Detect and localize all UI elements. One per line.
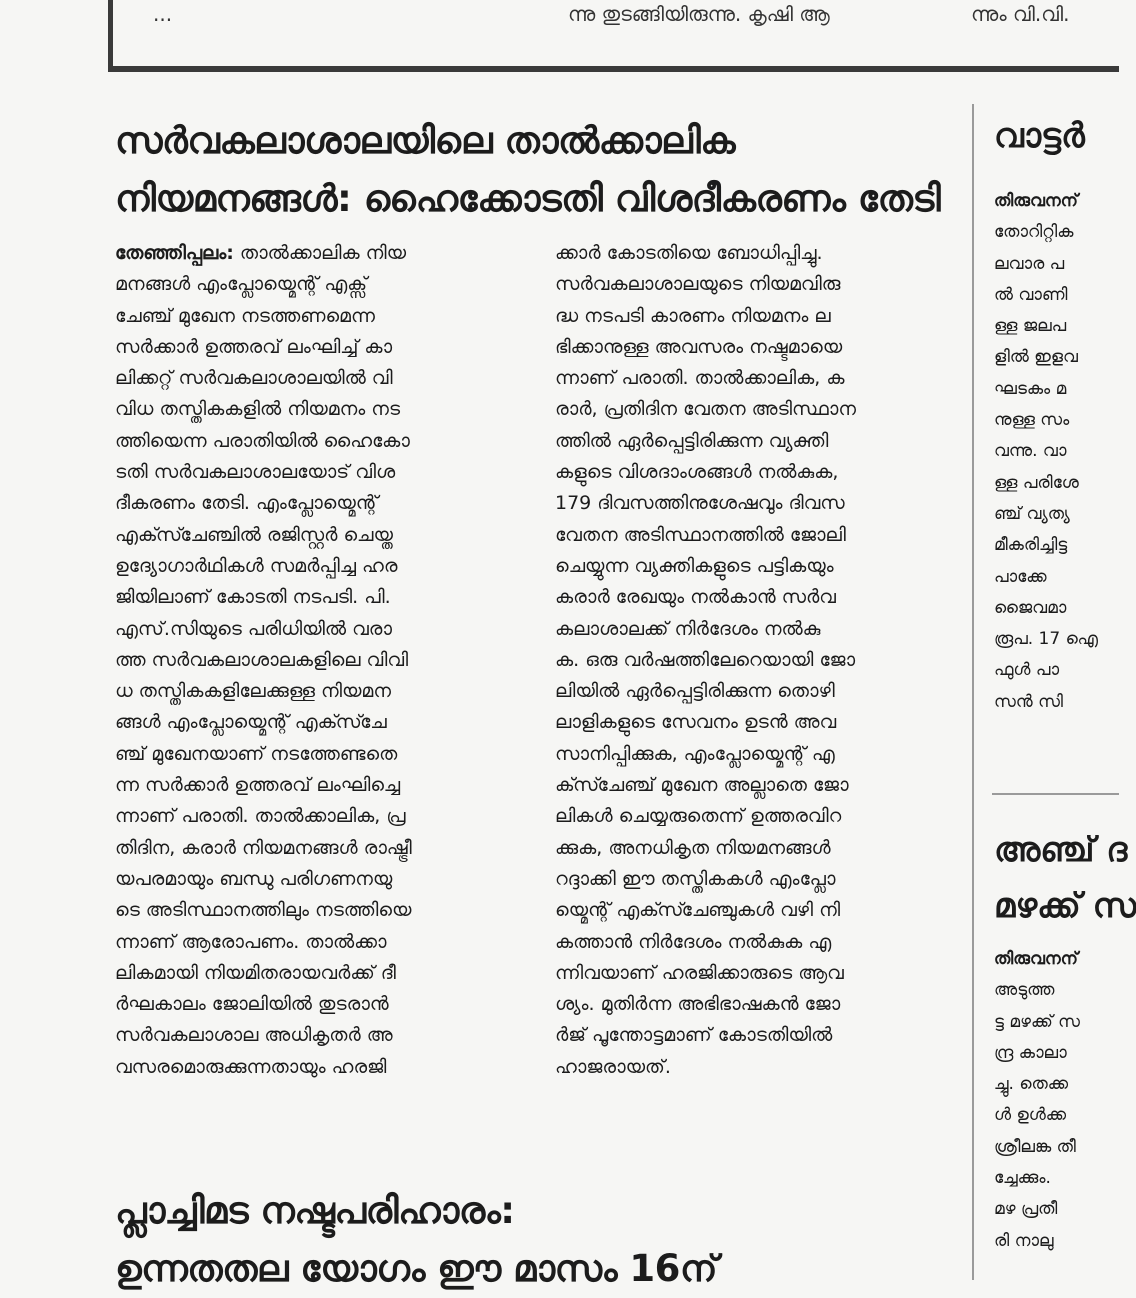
text-line: ക്കുക, അനധികൃത നിയമനങ്ങൾ [555, 836, 831, 859]
text-line: ട്ട മഴക്ക് സ [994, 1011, 1080, 1032]
text-line: ഞ്ച് വ്യത്യ [994, 503, 1070, 524]
column-divider [972, 104, 974, 1280]
text-line: ന്നാണ് പരാതി. താൽക്കാലിക, പ്ര [115, 805, 406, 828]
text-line: ള്ള ജലപ [994, 316, 1067, 337]
text-line: വസരമൊരുക്കുന്നതായും ഹരജി [115, 1055, 387, 1078]
text-line: സാനിപ്പിക്കുക, എംപ്ലോയ്മെന്റ് എ [555, 742, 835, 765]
text-line: അടുത്ത [994, 980, 1055, 1001]
text-line [115, 238, 515, 269]
text-line: ന്നാണ് പരാതി. താൽക്കാലിക, ക [555, 367, 845, 390]
article1-column-left [115, 238, 515, 1083]
text-line: ഹാജരായത്. [555, 1055, 671, 1078]
text-line: ന്നാണ് ആരോപണം. താൽക്കാ [115, 930, 387, 953]
text-line: ശ്രീലങ്ക തീ [994, 1136, 1076, 1157]
right-article2 [994, 822, 1136, 1257]
text-line: ശ്യം. മുതിർന്ന അഭിഭാഷകൻ ജോ [555, 993, 841, 1016]
text-line: ക. ഒരു വർഷത്തിലേറെയായി ജോ [555, 648, 856, 671]
right-dateline: തിരുവനന് [994, 949, 1078, 969]
text-line: ദീകരണം തേടി. എംപ്ലോയ്മെന്റ് [115, 492, 379, 515]
text-line: രി നാലു [994, 1230, 1054, 1251]
headline-line: പ്ലാച്ചിമട നഷ്ടപരിഹാരം: [115, 1189, 515, 1232]
right-headline-line: അഞ്ച് ദ [994, 830, 1128, 870]
text-line: ഫുൾ പാ [994, 660, 1060, 681]
right-dateline: തിരുവനന് [994, 191, 1078, 211]
text-line: ലിയിൽ ഏർപ്പെട്ടിരിക്കുന്ന തൊഴി [555, 680, 835, 703]
text-line: ലിക്കറ്റ് സർവകലാശാലയിൽ വി [115, 367, 393, 390]
right-article1 [994, 108, 1119, 718]
text-line: ന്ദ്ര കാലാ [994, 1042, 1067, 1063]
text-line: ർഘകാലം ജോലിയിൽ തുടരാൻ [115, 993, 389, 1016]
text-line: കരാർ രേഖയും നൽകാൻ സർവ [555, 586, 836, 609]
text-line: ന്നിവയാണ് ഹരജിക്കാരുടെ ആവ [555, 961, 844, 984]
article1-headline [115, 112, 965, 228]
text-line: ജിയിലാണ് കോടതി നടപടി. പി. [115, 586, 391, 609]
text-line: ത്ത സർവകലാശാലകളിലെ വിവി [115, 648, 409, 671]
text-line: ള്ള പരിശേ [994, 472, 1079, 493]
text-line: ഉദ്യോഗാർഥികൾ സമർപ്പിച്ച ഹര [115, 554, 398, 577]
text-line: മീകരിച്ചിട്ട [994, 535, 1068, 556]
text-line: ക്സ്ചേഞ്ച് മുഖേന അല്ലാതെ ജോ [555, 774, 849, 797]
text-line: വിധ തസ്തികകളിൽ നിയമനം നട [115, 398, 401, 421]
right-headline-line: മഴക്ക് സ [994, 886, 1136, 926]
text-line: എക്സ്ചേഞ്ചിൽ രജിസ്റ്റർ ചെയ്ത [115, 523, 393, 546]
text-line: ച്ചേക്കും. [994, 1168, 1051, 1189]
text-line: ചേഞ്ച് മുഖേന നടത്തണമെന്ന [115, 304, 375, 327]
text-line: രൂപ. 17 ഐ [994, 629, 1098, 650]
text-line: യ്മെന്റ് എക്സ്ചേഞ്ചുകൾ വഴി നി [555, 899, 841, 922]
text-line: കളുടെ വിശദാംശങ്ങൾ നൽകുക, [555, 461, 839, 484]
headline-line: സർവകലാശാലയിലെ താൽക്കാലിക [115, 119, 736, 162]
text-line: വന്നു. വാ [994, 441, 1067, 462]
text-line: തിദിന, കരാർ നിയമനങ്ങൾ രാഷ്ട്രീ [115, 836, 412, 859]
text-line: സൻ സി [994, 691, 1063, 712]
text-line: മഴ പ്രതീ [994, 1199, 1058, 1220]
text-line: എസ്.സിയുടെ പരിധിയിൽ വരാ [115, 617, 392, 640]
text-line: ടെ അടിസ്ഥാനത്തിലും നടത്തിയെ [115, 899, 412, 922]
text-line: ർജ് പൂന്തോട്ടമാണ് കോടതിയിൽ [555, 1024, 833, 1047]
text-line: ചെയ്യുന്ന വ്യക്തികളുടെ പട്ടികയും [555, 554, 834, 577]
text-line: 179 ദിവസത്തിനുശേഷവും ദിവസ [555, 492, 845, 515]
text-line: സർക്കാർ ഉത്തരവ് ലംഘിച്ച് കാ [115, 335, 393, 358]
text-line: ന്ന സർക്കാർ ഉത്തരവ് ലംഘിച്ചെ [115, 774, 401, 797]
article1-column-right [555, 238, 955, 1083]
text-line: ഭിക്കാനുള്ള അവസരം നഷ്ടമായെ [555, 335, 843, 358]
text-line: ച്ചു. തെക്ക [994, 1074, 1068, 1095]
text-line: ത്തിൽ ഏർപ്പെട്ടിരിക്കുന്ന വ്യക്തി [555, 429, 829, 452]
previous-article-box [108, 0, 1119, 72]
text-line: രാർ, പ്രതിദിന വേതന അടിസ്ഥാന [555, 398, 856, 421]
text-line: ലികൾ ചെയ്യരുതെന്ന് ഉത്തരവിറ [555, 805, 842, 828]
text-line: കലാശാലക്ക് നിർദേശം നൽകു [555, 617, 821, 640]
headline-line: നിയമനങ്ങൾ: ഹൈക്കോടതി വിശദീകരണം തേടി [115, 177, 941, 220]
text-line: സർവകലാശാലയുടെ നിയമവിരു [555, 273, 841, 296]
text-line: ടതി സർവകലാശാലയോട് വിശ [115, 461, 396, 484]
right-article1-text [994, 217, 1119, 718]
right-article-divider [992, 793, 1119, 795]
right-article2-text [994, 975, 1119, 1257]
text-line: ങ്ങൾ എംപ്ലോയ്മെന്റ് എക്സ്ചേ [115, 711, 387, 734]
text-line: ദ്ധ നടപടി കാരണം നിയമനം ല [555, 304, 831, 327]
text-line: തോറിറ്റിക [994, 222, 1074, 243]
text-line: വേതന അടിസ്ഥാനത്തിൽ ജോലി [555, 523, 846, 546]
text-line: ൽ വാണി [994, 284, 1068, 305]
text-line: ൾ ഉൾക്ക [994, 1105, 1067, 1126]
text-line: ധ തസ്തികകളിലേക്കുള്ള നിയമന [115, 680, 391, 703]
text-line: മനങ്ങൾ എംപ്ലോയ്മെന്റ് എക്സ് [115, 273, 368, 296]
text-line: ഞ്ച് മുഖേനയാണ് നടത്തേണ്ടതെ [115, 742, 398, 765]
text-run: താൽക്കാലിക നിയ [233, 242, 407, 264]
text-line: ളിൽ ഇളവ [994, 347, 1078, 368]
text-line: ലികമായി നിയമിതരായവർക്ക് ദീ [115, 961, 396, 984]
article2-headline [115, 1182, 965, 1298]
right-headline: വാട്ടർ [994, 116, 1085, 156]
text-line: പാക്കേ [994, 566, 1047, 587]
headline-line: ഉന്നതതല യോഗം ഈ മാസം 16ന് [115, 1247, 718, 1290]
top-snippet-right: ന്നും വി.വി. [971, 2, 1070, 26]
text-line: റദ്ദാക്കി ഈ തസ്തികകൾ എംപ്ലോ [555, 867, 836, 890]
text-line: നുള്ള സം [994, 410, 1070, 431]
text-line: സർവകലാശാല അധികൃതർ അ [115, 1024, 393, 1047]
text-line: ത്തിയെന്ന പരാതിയിൽ ഹൈകോ [115, 429, 410, 452]
text-line: ഘടകം മ [994, 378, 1067, 399]
top-snippet-mid: ന്നു തുടങ്ങിയിരുന്നു. കൃഷി ആ [568, 2, 830, 26]
text-line: കത്താൻ നിർദേശം നൽകുക എ [555, 930, 832, 953]
text-line: യപരമായും ബന്ധു പരിഗണനയു [115, 867, 393, 890]
text-line: ജൈവമാ [994, 597, 1067, 618]
text-line: ലാളികളുടെ സേവനം ഉടൻ അവ [555, 711, 837, 734]
top-snippet-left: ... [153, 2, 173, 26]
dateline: തേഞ്ഞിപ്പലം: [115, 242, 234, 264]
text-line: ലവാര പ [994, 253, 1065, 274]
text-line: ക്കാർ കോടതിയെ ബോധിപ്പിച്ചു. [555, 242, 823, 264]
